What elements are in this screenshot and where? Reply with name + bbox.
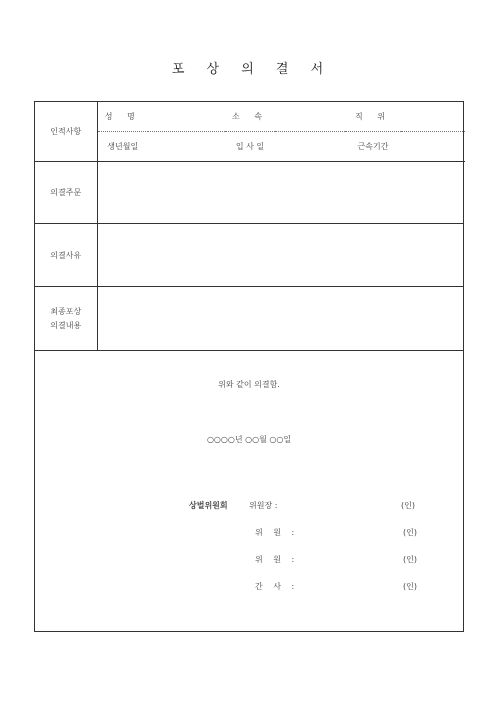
seal-mark-member-1: (인) [403, 528, 417, 537]
hire-date-label: 입 사 일 [225, 132, 275, 162]
resolution-statement: 위와 같이 의결함. [218, 380, 280, 389]
signer-role-member-1: 위 원 : [255, 528, 295, 537]
resolution-table [35, 162, 463, 351]
seal-mark-chair: (인) [401, 501, 415, 510]
seal-mark-secretary: (인) [403, 582, 417, 591]
document-title: 포 상 의 결 서 [171, 62, 333, 77]
signature-section [35, 351, 463, 633]
resolution-reason-label: 의결사유 [35, 224, 97, 287]
committee-name: 상벌위원회 [189, 501, 228, 510]
name-field[interactable] [148, 102, 225, 132]
final-award-label-line2: 의결내용 [50, 320, 82, 330]
signer-role-secretary: 간 사 : [255, 582, 295, 591]
personal-section-label: 인적사항 [35, 102, 97, 162]
position-field[interactable] [401, 102, 465, 132]
position-label: 직 위 [345, 102, 401, 132]
name-label: 성 명 [97, 102, 148, 132]
award-resolution-form [34, 101, 464, 632]
birthdate-field[interactable] [148, 132, 225, 162]
final-award-label-line1: 최종포상 [50, 306, 82, 316]
tenure-label: 근속기간 [345, 132, 401, 162]
final-award-field[interactable] [97, 287, 463, 351]
department-field[interactable] [275, 102, 345, 132]
resolution-order-label: 의결주문 [35, 162, 97, 224]
resolution-date: ○○○○년 ○○월 ○○일 [206, 435, 292, 444]
seal-mark-member-2: (인) [403, 555, 417, 564]
final-award-label [35, 287, 97, 351]
hire-date-field[interactable] [275, 132, 345, 162]
personal-info-table [35, 102, 465, 162]
department-label: 소 속 [225, 102, 275, 132]
tenure-field[interactable] [401, 132, 465, 162]
signer-role-member-2: 위 원 : [255, 555, 295, 564]
resolution-order-field[interactable] [97, 162, 463, 224]
birthdate-label: 생년월일 [97, 132, 148, 162]
signer-role-chair: 위원장 : [249, 501, 278, 510]
resolution-reason-field[interactable] [97, 224, 463, 287]
